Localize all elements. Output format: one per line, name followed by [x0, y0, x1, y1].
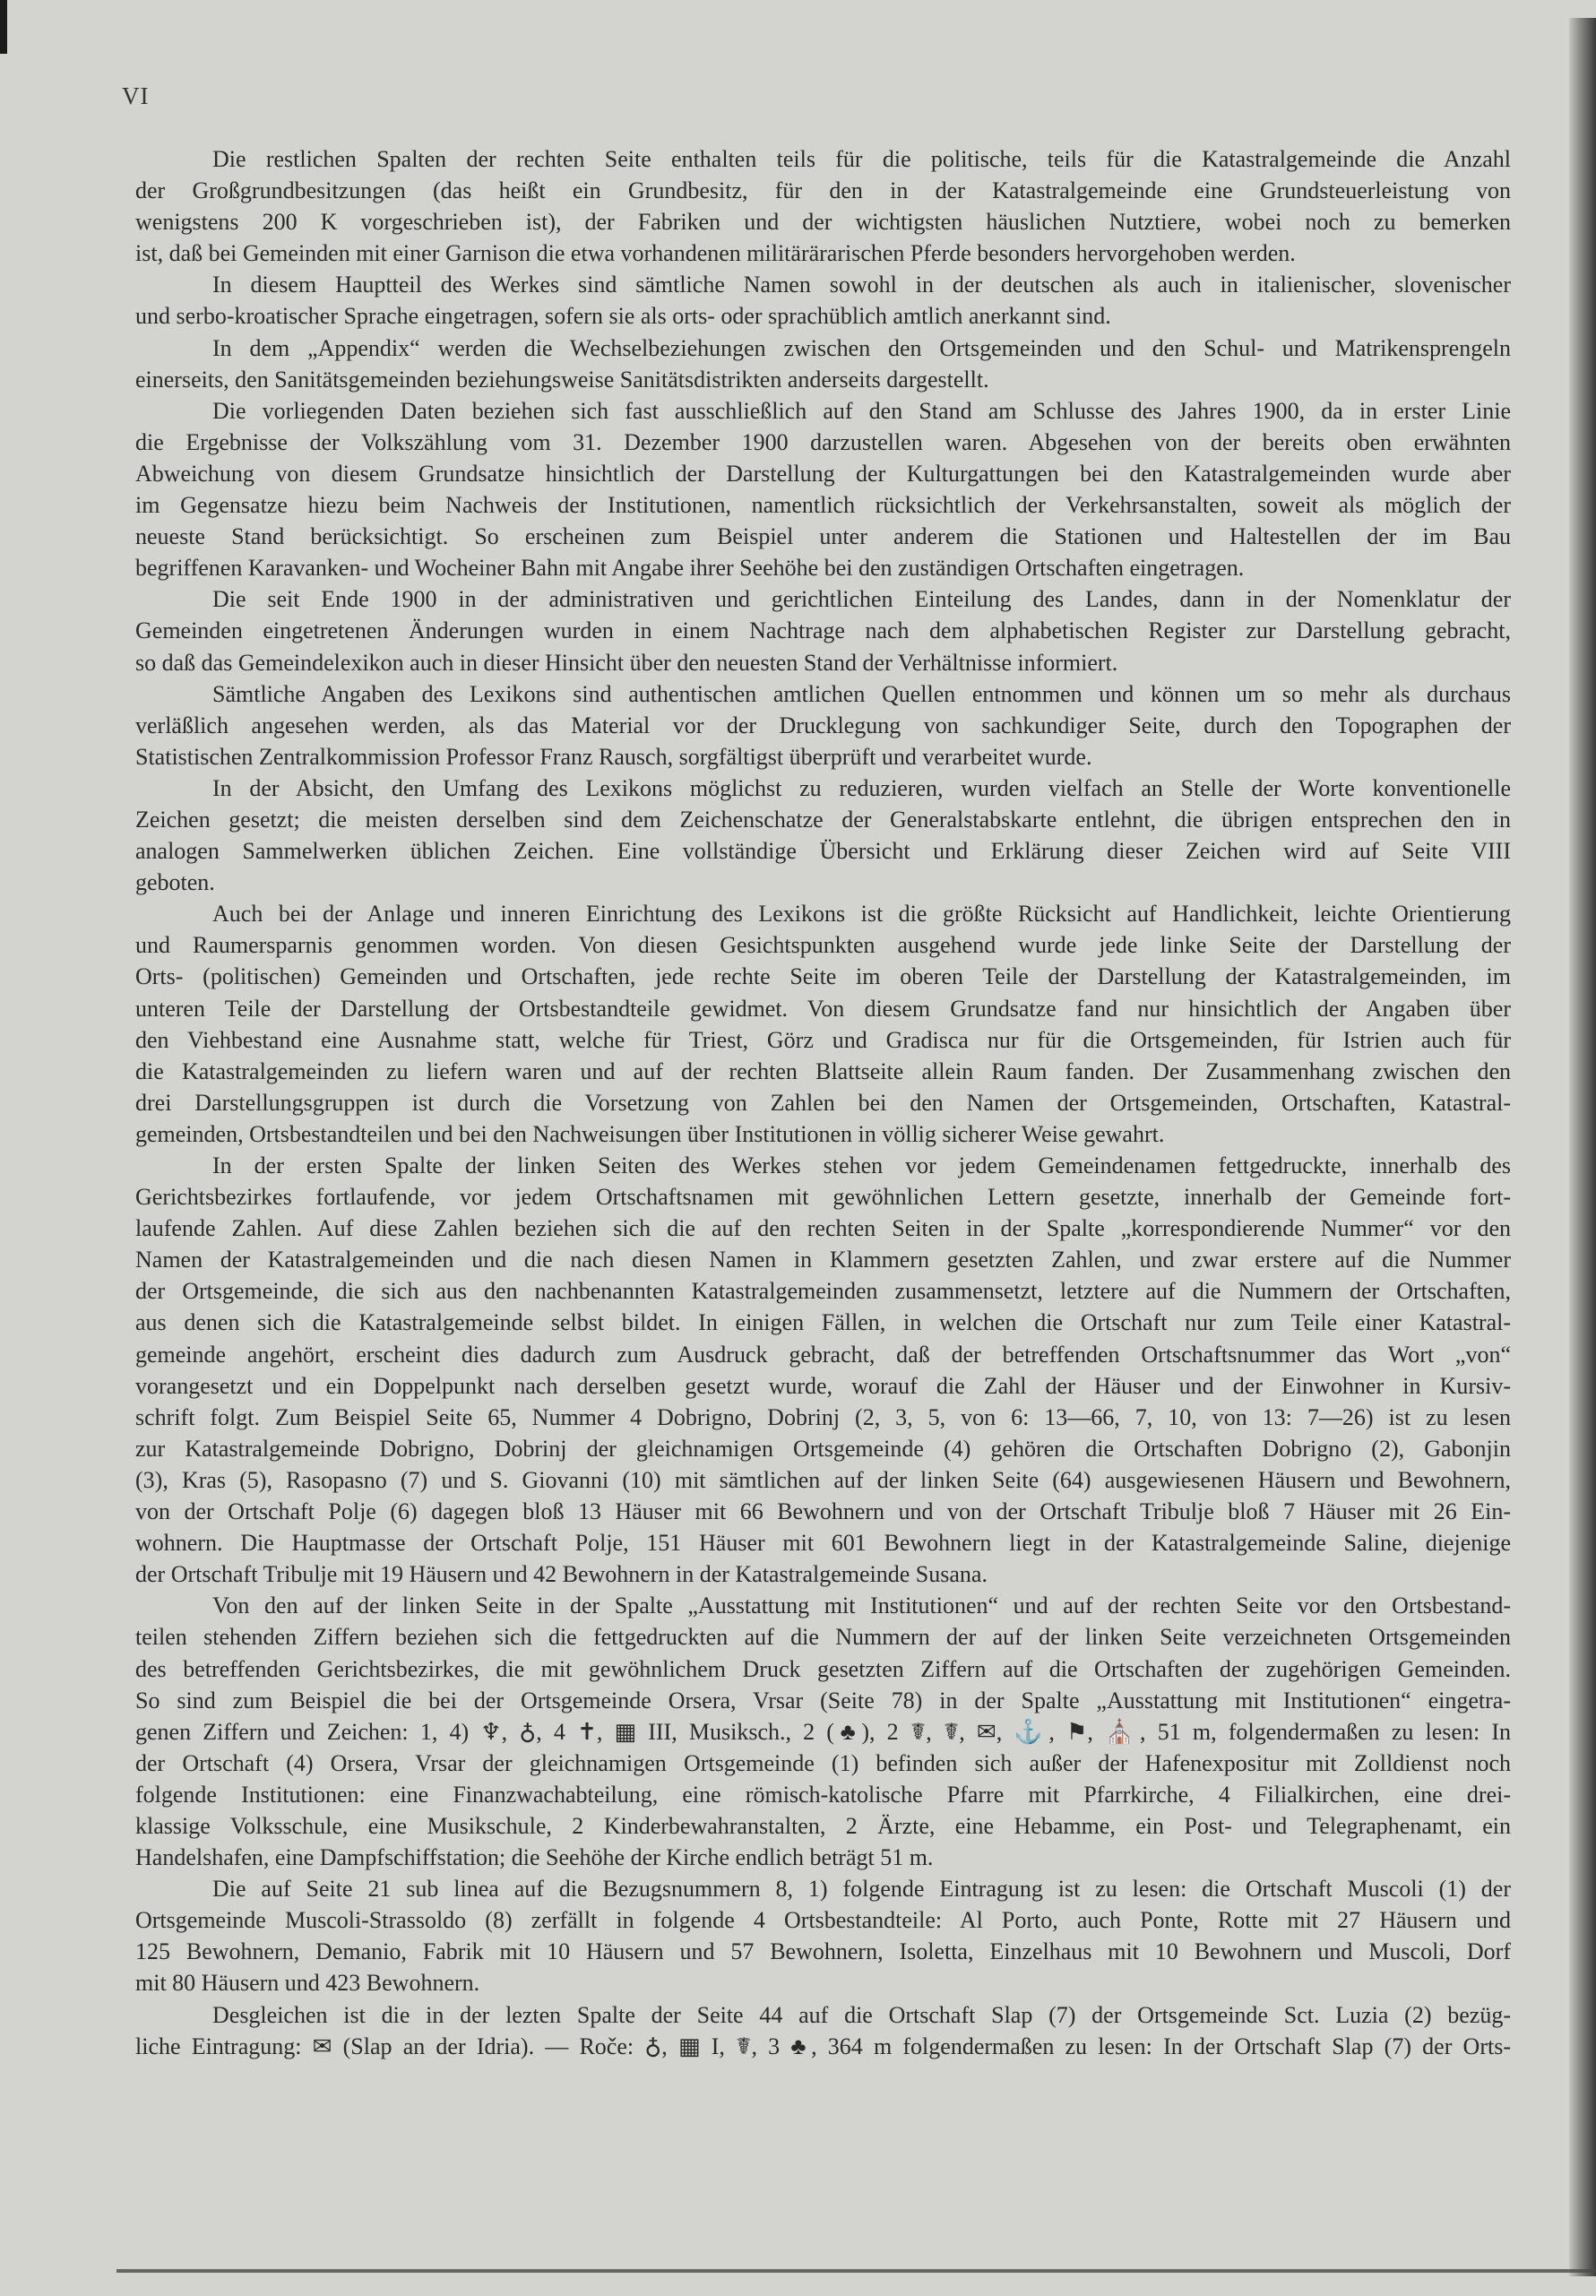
paragraph: [135, 773, 1511, 898]
text-line: teilen stehenden Ziffern beziehen sich die fettgedruckten auf die Nummern der auf der linken Seite verzeichneten Ortsgemeinden: [135, 1624, 1511, 1651]
paragraph: [135, 583, 1511, 678]
scan-edge-right: [1569, 18, 1596, 2276]
paragraph: [135, 678, 1511, 773]
body-text: [135, 143, 1511, 2062]
text-line: der Ortsgemeinde, die sich aus den nachbenannten Katastralgemeinden zusammensetzt, letztere auf die Nummern der Ortschaften,: [135, 1278, 1511, 1305]
scan-edge-left: [0, 0, 7, 54]
text-line: In der ersten Spalte der linken Seiten des Werkes stehen vor jedem Gemeindenamen fettgedruckte, innerhalb des: [212, 1152, 1511, 1178]
text-line: Gerichtsbezirkes fortlaufende, vor jedem Ortschaftsnamen mit gewöhnlichen Lettern gesetzte, innerhalb der Gemeinde fort-: [135, 1184, 1511, 1211]
text-line: den Viehbestand eine Ausnahme statt, welche für Triest, Görz und Gradisca nur für die Ortsgemeinden, für Istrien auch für: [135, 1026, 1511, 1053]
text-line: Von den auf der linken Seite in der Spalte „Ausstattung mit Institutionen“ und auf der rechten Seite vor den Ortsbestand-: [212, 1593, 1511, 1619]
text-line: Handelshafen, eine Dampfschiffstation; die Seehöhe der Kirche endlich beträgt 51 m.: [135, 1844, 934, 1871]
text-line: Zeichen gesetzt; die meisten derselben sind dem Zeichenschatze der Generalstabskarte entlehnt, die übrigen entsprechen den in: [135, 806, 1511, 833]
paragraph: [135, 898, 1511, 1150]
text-line: die Ergebnisse der Volkszählung vom 31. Dezember 1900 darzustellen waren. Abgesehen von der bereits oben erwähnten: [135, 428, 1511, 455]
text-line: ist, daß bei Gemeinden mit einer Garnison die etwa vorhandenen militärärarischen Pferde besonders hervorgehoben werden.: [135, 240, 1296, 267]
text-line: mit 80 Häusern und 423 Bewohnern.: [135, 1970, 480, 1997]
scan-edge-bottom: [116, 2269, 1596, 2273]
text-line: einerseits, den Sanitätsgemeinden beziehungsweise Sanitätsdistrikten anderseits dargestellt.: [135, 366, 989, 393]
text-line: vorangesetzt und ein Doppelpunkt nach derselben gesetzt wurde, worauf die Zahl der Häuser und der Einwohner in Kursiv-: [135, 1372, 1511, 1399]
text-line: gemeinde angehört, erscheint dies dadurch zum Ausdruck gebracht, daß der betreffenden Ortschaftsnummer das Wort „von“: [135, 1341, 1511, 1368]
text-line: aus denen sich die Katastralgemeinde selbst bildet. In einigen Fällen, in welchen die Ortschaft nur zum Teile einer Katastral-: [135, 1309, 1511, 1336]
text-line: Auch bei der Anlage und inneren Einrichtung des Lexikons ist die größte Rücksicht auf Handlichkeit, leichte Orientierung: [212, 901, 1511, 928]
text-line: wohnern. Die Hauptmasse der Ortschaft Polje, 151 Häuser mit 601 Bewohnern liegt in der Katastralgemeinde Saline, diejenige: [135, 1530, 1511, 1557]
text-line: Sämtliche Angaben des Lexikons sind authentischen amtlichen Quellen entnommen und können um so mehr als durchaus: [212, 680, 1511, 707]
text-line: der Ortschaft (4) Orsera, Vrsar der gleichnamigen Ortsgemeinde (1) befinden sich außer der Hafenexpositur mit Zolldienst noch: [135, 1749, 1511, 1776]
text-line: so daß das Gemeindelexikon auch in dieser Hinsicht über den neuesten Stand der Verhältnisse informiert.: [135, 649, 1118, 676]
text-line: geboten.: [135, 869, 215, 896]
text-line: In diesem Hauptteil des Werkes sind sämtliche Namen sowohl in der deutschen als auch in italienischer, slovenischer: [212, 272, 1511, 298]
paragraph: [135, 1873, 1511, 1998]
text-line: Die auf Seite 21 sub linea auf die Bezugsnummern 8, 1) folgende Eintragung ist zu lesen: die Ortschaft Muscoli (1) der: [212, 1876, 1511, 1903]
text-line: Abweichung von diesem Grundsatze hinsichtlich der Darstellung der Kulturgattungen bei den Katastralgemeinden wurde aber: [135, 460, 1511, 487]
text-line: laufende Zahlen. Auf diese Zahlen beziehen sich die auf den rechten Seiten in der Spalte „korrespondierende Nummer“ vor den: [135, 1215, 1511, 1242]
text-line: schrift folgt. Zum Beispiel Seite 65, Nummer 4 Dobrigno, Dobrinj (2, 3, 5, von 6: 13—66, 7, 10, von 13: 7—26) ist zu lesen: [135, 1403, 1511, 1430]
text-line: wenigstens 200 K vorgeschrieben ist), der Fabriken und der wichtigsten häuslichen Nutztiere, wobei noch zu bemerken: [135, 209, 1511, 236]
text-line: drei Darstellungsgruppen ist durch die Vorsetzung von Zahlen bei den Namen der Ortsgemeinden, Ortschaften, Katastral-: [135, 1089, 1511, 1116]
text-line: analogen Sammelwerken üblichen Zeichen. Eine vollständige Übersicht und Erklärung dieser Zeichen wird auf Seite VIII: [135, 838, 1511, 865]
text-line: Die vorliegenden Daten beziehen sich fast ausschließlich auf den Stand am Schlusse des Jahres 1900, da in erster Linie: [212, 397, 1511, 424]
text-line: Desgleichen ist die in der lezten Spalte der Seite 44 auf die Ortschaft Slap (7) der Ortsgemeinde Sct. Luzia (2) bezüg-: [212, 2001, 1511, 2028]
text-line: die Katastralgemeinden zu liefern waren und auf der rechten Blattseite allein Raum fanden. Der Zusammenhang zwischen den: [135, 1057, 1511, 1084]
text-line: genen Ziffern und Zeichen: 1, 4) ♆, ♁, 4 ✝, ▦ III, Musiksch., 2 (♣), 2 ☤, ☤, ✉, ⚓, ⚑, ⛪, 51 m, folgendermaßen zu lesen: In: [135, 1718, 1511, 1745]
paragraph: [135, 332, 1511, 395]
paragraph: [135, 1590, 1511, 1873]
text-line: folgende Institutionen: eine Finanzwachabteilung, eine römisch-katolische Pfarre mit Pfarrkirche, 4 Filialkirchen, eine drei-: [135, 1781, 1511, 1808]
text-line: Namen der Katastralgemeinden und die nach diesen Namen in Klammern gesetzten Zahlen, und zwar erstere auf die Nummer: [135, 1247, 1511, 1273]
text-line: der Großgrundbesitzungen (das heißt ein Grundbesitz, für den in der Katastralgemeinde eine Grundsteuerleistung von: [135, 177, 1511, 204]
text-line: verläßlich angesehen werden, als das Material vor der Drucklegung von sachkundiger Seite, durch den Topographen der: [135, 712, 1511, 738]
text-line: Orts- (politischen) Gemeinden und Ortschaften, jede rechte Seite im oberen Teile der Darstellung der Katastralgemeinden, im: [135, 963, 1511, 990]
text-line: Die restlichen Spalten der rechten Seite enthalten teils für die politische, teils für die Katastralgemeinde die Anzahl: [212, 146, 1511, 172]
text-line: zur Katastralgemeinde Dobrigno, Dobrinj der gleichnamigen Ortsgemeinde (4) gehören die Ortschaften Dobrigno (2), Gabonjin: [135, 1435, 1511, 1462]
text-line: Ortsgemeinde Muscoli-Strassoldo (8) zerfällt in folgende 4 Ortsbestandteile: Al Porto, auch Ponte, Rotte mit 27 Häusern und: [135, 1907, 1511, 1934]
paragraph: [135, 1150, 1511, 1590]
text-line: und serbo-kroatischer Sprache eingetragen, sofern sie als orts- oder sprachüblich amtlich anerkannt sind.: [135, 303, 1111, 330]
text-line: von der Ortschaft Polje (6) dagegen bloß 13 Häuser mit 66 Bewohnern und von der Ortschaft Tribulje bloß 7 Häuser mit 26 Ein-: [135, 1498, 1511, 1525]
paragraph: [135, 395, 1511, 584]
text-line: begriffenen Karavanken- und Wocheiner Bahn mit Angabe ihrer Seehöhe bei den zuständigen Ortschaften eingetragen.: [135, 555, 1245, 582]
text-line: und Raumersparnis genommen worden. Von diesen Gesichtspunkten ausgehend wurde jede linke Seite der Darstellung der: [135, 932, 1511, 959]
text-line: Die seit Ende 1900 in der administrativen und gerichtlichen Einteilung des Landes, dann in der Nomenklatur der: [212, 586, 1511, 613]
text-line: gemeinden, Ortsbestandteilen und bei den Nachweisungen über Institutionen in völlig sicherer Weise gewahrt.: [135, 1120, 1165, 1147]
page-number: VI: [122, 82, 150, 109]
text-line: des betreffenden Gerichtsbezirkes, die mit gewöhnlichem Druck gesetzten Ziffern auf die Ortschaften der zugehörigen Gemeinden.: [135, 1655, 1511, 1682]
text-line: unteren Teile der Darstellung der Ortsbestandteile gewidmet. Von diesem Grundsatze fand nur hinsichtlich der Angaben über: [135, 995, 1511, 1022]
text-line: So sind zum Beispiel die bei der Ortsgemeinde Orsera, Vrsar (Seite 78) in der Spalte „Ausstattung mit Institutionen“ eingetra-: [135, 1687, 1511, 1713]
text-line: In der Absicht, den Umfang des Lexikons möglichst zu reduzieren, wurden vielfach an Stelle der Worte konventionelle: [212, 774, 1511, 801]
text-line: neueste Stand berücksichtigt. So erscheinen zum Beispiel unter anderem die Stationen und Haltestellen der im Bau: [135, 523, 1511, 550]
text-line: (3), Kras (5), Rasopasno (7) und S. Giovanni (10) mit sämtlichen auf der linken Seite (64) ausgewiesenen Häusern und Bewohnern,: [135, 1466, 1511, 1493]
text-line: im Gegensatze hiezu beim Nachweis der Institutionen, namentlich rücksichtlich der Verkehrsanstalten, soweit als möglich der: [135, 492, 1511, 519]
text-line: In dem „Appendix“ werden die Wechselbeziehungen zwischen den Ortsgemeinden und den Schul- und Matrikensprengeln: [212, 334, 1511, 361]
text-line: liche Eintragung: ✉ (Slap an der Idria). — Roče: ♁, ▦ I, ☤, 3 ♣, 364 m folgendermaßen zu lesen: In der Ortschaft Slap (7) der Orts-: [135, 2033, 1511, 2059]
paragraph: [135, 1999, 1511, 2062]
paragraph: [135, 269, 1511, 332]
text-line: 125 Bewohnern, Demanio, Fabrik mit 10 Häusern und 57 Bewohnern, Isoletta, Einzelhaus mit 10 Bewohnern und Muscoli, Dorf: [135, 1938, 1511, 1965]
text-line: Gemeinden eingetretenen Änderungen wurden in einem Nachtrage nach dem alphabetischen Register zur Darstellung gebracht,: [135, 617, 1511, 644]
text-line: Statistischen Zentralkommission Professor Franz Rausch, sorgfältigst überprüft und verarbeitet wurde.: [135, 743, 1092, 770]
text-line: der Ortschaft Tribulje mit 19 Häusern und 42 Bewohnern in der Katastralgemeinde Susana.: [135, 1561, 988, 1588]
text-line: klassige Volksschule, eine Musikschule, 2 Kinderbewahranstalten, 2 Ärzte, eine Hebamme, ein Post- und Telegraphenamt, ein: [135, 1812, 1511, 1839]
paragraph: [135, 143, 1511, 269]
